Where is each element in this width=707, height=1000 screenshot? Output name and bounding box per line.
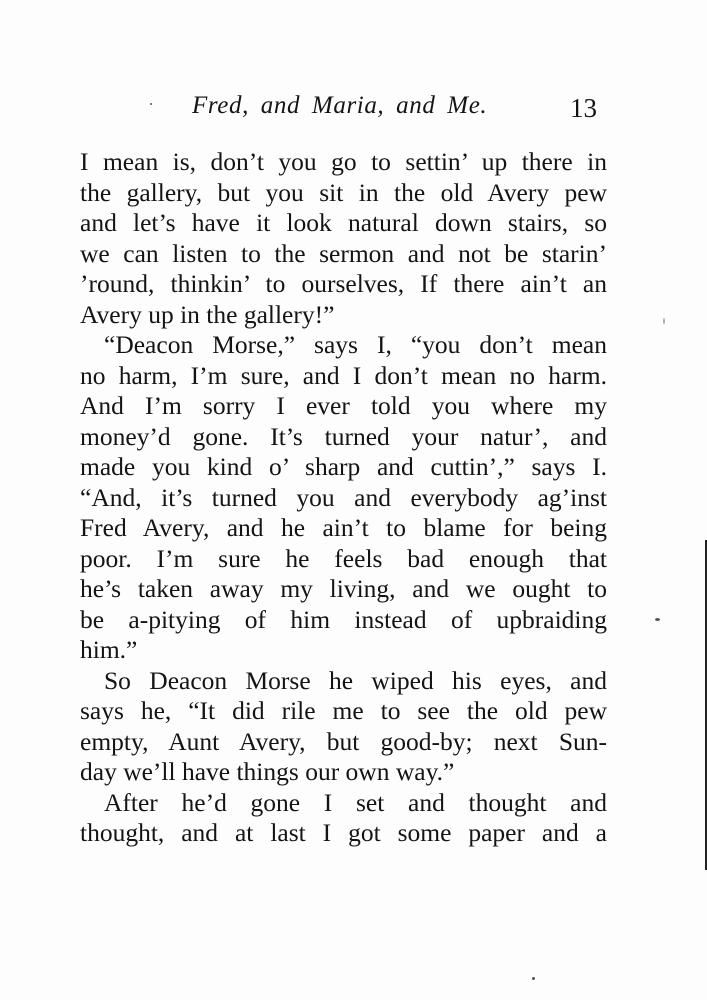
text-line: After he’d gone I set and thought and bbox=[104, 787, 607, 817]
text-line: day we’ll have things our own way.” bbox=[80, 757, 455, 786]
text-line: And I’m sorry I ever told you where my bbox=[80, 391, 607, 420]
print-speck bbox=[532, 977, 535, 980]
text-line: I mean is, don’t you go to settin’ up there in bbox=[80, 147, 607, 176]
print-speck bbox=[150, 103, 152, 105]
text-line: made you kind o’ sharp and cuttin’,” says I. bbox=[80, 452, 607, 481]
text-line: Fred Avery, and he ain’t to blame for being bbox=[80, 513, 607, 542]
running-head-title: Fred, and Maria, and Me. bbox=[192, 92, 488, 119]
body-text bbox=[80, 147, 607, 849]
text-line: “And, it’s turned you and everybody ag’inst bbox=[80, 482, 607, 512]
print-speck bbox=[655, 618, 660, 621]
text-line: the gallery, but you sit in the old Avery pew bbox=[80, 177, 607, 207]
text-line: poor. I’m sure he feels bad enough that bbox=[80, 543, 607, 573]
text-line: no harm, I’m sure, and I don’t mean no harm. bbox=[80, 360, 607, 390]
text-line: thought, and at last I got some paper and a bbox=[80, 818, 607, 847]
text-line: ’round, thinkin’ to ourselves, If there ain’t an bbox=[80, 269, 607, 298]
print-speck bbox=[663, 318, 665, 324]
running-head bbox=[0, 86, 707, 126]
text-line: empty, Aunt Avery, but good-by; next Sun- bbox=[80, 726, 607, 756]
text-line: So Deacon Morse he wiped his eyes, and bbox=[104, 665, 607, 695]
text-line: be a-pitying of him instead of upbraiding bbox=[80, 604, 607, 634]
text-line: Avery up in the gallery!” bbox=[80, 299, 335, 329]
text-line: and let’s have it look natural down stairs, so bbox=[80, 208, 607, 237]
text-line: he’s taken away my living, and we ought to bbox=[80, 574, 607, 603]
text-line: him.” bbox=[80, 635, 138, 664]
page-number: 13 bbox=[570, 93, 597, 123]
text-line: money’d gone. It’s turned your natur’, and bbox=[80, 421, 607, 451]
text-line: says he, “It did rile me to see the old pew bbox=[80, 696, 607, 725]
text-line: “Deacon Morse,” says I, “you don’t mean bbox=[104, 330, 607, 359]
text-line: we can listen to the sermon and not be starin’ bbox=[80, 238, 607, 268]
